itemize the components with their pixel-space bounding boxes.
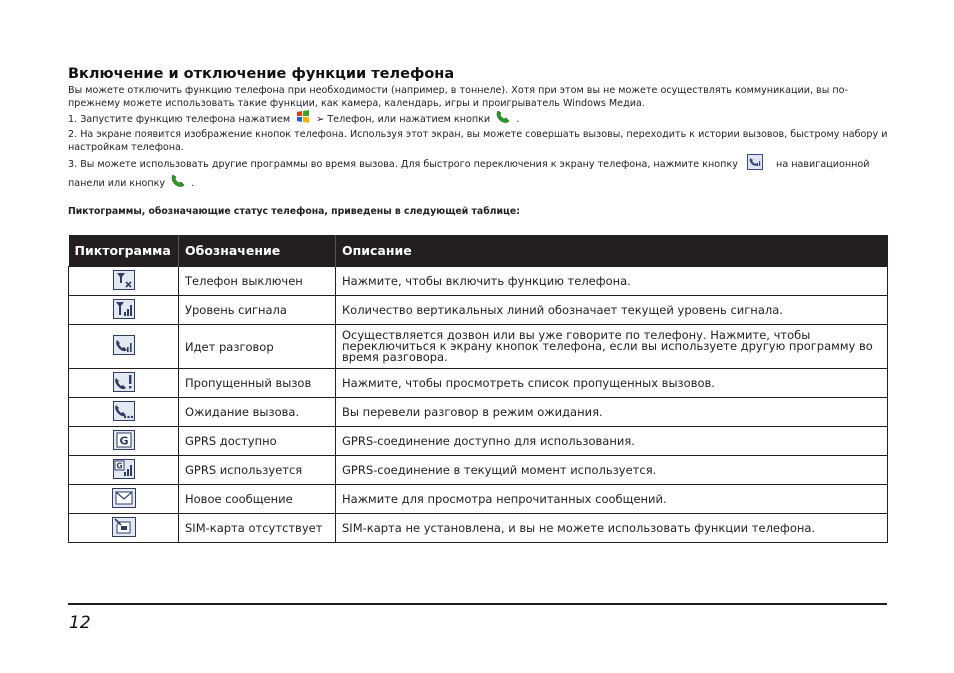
status-name: SIM-карта отсутствует [179, 514, 336, 543]
phone-off-icon [113, 270, 135, 293]
gprs-available-icon [113, 430, 135, 453]
footer-rule [68, 603, 887, 605]
intro-paragraph: Вы можете отключить функцию телефона при необходимости (например, в тоннеле). Хотя при этом вы не можете осуществлять коммуникации, вы по-прежнему можете использовать такие функции, как камера, календарь, игры и проигрыватель Windows Медиа. [68, 85, 848, 109]
status-description: Осуществляется дозвон или вы уже говорите по телефону. Нажмите, чтобы переключиться к экрану кнопок телефона, если вы используете другую программу во время разговора. [336, 325, 888, 369]
status-name: GPRS используется [179, 456, 336, 485]
column-header-description: Описание [336, 235, 888, 267]
svg-text:G: G [115, 461, 123, 470]
status-name: Телефон выключен [179, 267, 336, 296]
status-name: Уровень сигнала [179, 296, 336, 325]
status-description: Нажмите, чтобы просмотреть список пропущенных вызовов. [336, 369, 888, 398]
status-icons-table [68, 235, 888, 543]
signal-strength-icon [113, 299, 135, 322]
page-number: 12 [69, 613, 91, 633]
svg-text:G: G [118, 434, 129, 447]
column-header-icon: Пиктограмма [69, 235, 179, 267]
table-row [69, 325, 888, 369]
green-phone-icon [495, 110, 511, 128]
step-1-text-a: 1. Запустите функцию телефона нажатием [68, 114, 291, 125]
body-text [68, 84, 888, 192]
table-row [69, 398, 888, 427]
table-row [69, 485, 888, 514]
status-name: Новое сообщение [179, 485, 336, 514]
gprs-in-use-icon [113, 459, 135, 482]
step-1-text-c: . [516, 114, 520, 125]
step-3-text-a: 3. Вы можете использовать другие программы во время вызова. Для быстрого переключения к экрану телефона, нажмите кнопку [68, 159, 738, 170]
table-row [69, 456, 888, 485]
no-sim-icon [112, 517, 136, 540]
page-title: Включение и отключение функции телефона [68, 66, 455, 82]
table-row [69, 514, 888, 543]
step-3-text-b: на навигационной панели или кнопку [68, 159, 870, 189]
table-row [69, 427, 888, 456]
step-3 [68, 154, 888, 192]
status-description: Нажмите для просмотра непрочитанных сообщений. [336, 485, 888, 514]
table-row [69, 267, 888, 296]
step-1 [68, 110, 888, 128]
table-header-row [69, 235, 888, 267]
call-in-progress-icon [113, 335, 135, 358]
status-description: GPRS-соединение в текущий момент используется. [336, 456, 888, 485]
status-description: Вы перевели разговор в режим ожидания. [336, 398, 888, 427]
step-3-text-c: . [191, 178, 195, 189]
missed-call-icon [113, 372, 135, 395]
phone-nav-icon [747, 154, 763, 174]
step-1-text-b: ➢ Телефон, или нажатием кнопки [316, 114, 491, 125]
windows-start-icon [295, 110, 311, 128]
new-message-icon [112, 488, 136, 511]
table-caption: Пиктограммы, обозначающие статус телефона, приведены в следующей таблице: [68, 206, 520, 217]
call-on-hold-icon [113, 401, 135, 424]
status-description: SIM-карта не установлена, и вы не можете использовать функции телефона. [336, 514, 888, 543]
status-description: Количество вертикальных линий обозначает текущей уровень сигнала. [336, 296, 888, 325]
status-name: GPRS доступно [179, 427, 336, 456]
table-row [69, 369, 888, 398]
step-2: 2. На экране появится изображение кнопок телефона. Используя этот экран, вы можете совершать вызовы, переходить к истории вызовов, быстрому набору и настройкам телефона. [68, 129, 888, 153]
table-row [69, 296, 888, 325]
status-name: Идет разговор [179, 325, 336, 369]
status-name: Пропущенный вызов [179, 369, 336, 398]
status-name: Ожидание вызова. [179, 398, 336, 427]
status-description: GPRS-соединение доступно для использования. [336, 427, 888, 456]
green-phone-icon [170, 174, 186, 192]
column-header-name: Обозначение [179, 235, 336, 267]
status-description: Нажмите, чтобы включить функцию телефона. [336, 267, 888, 296]
